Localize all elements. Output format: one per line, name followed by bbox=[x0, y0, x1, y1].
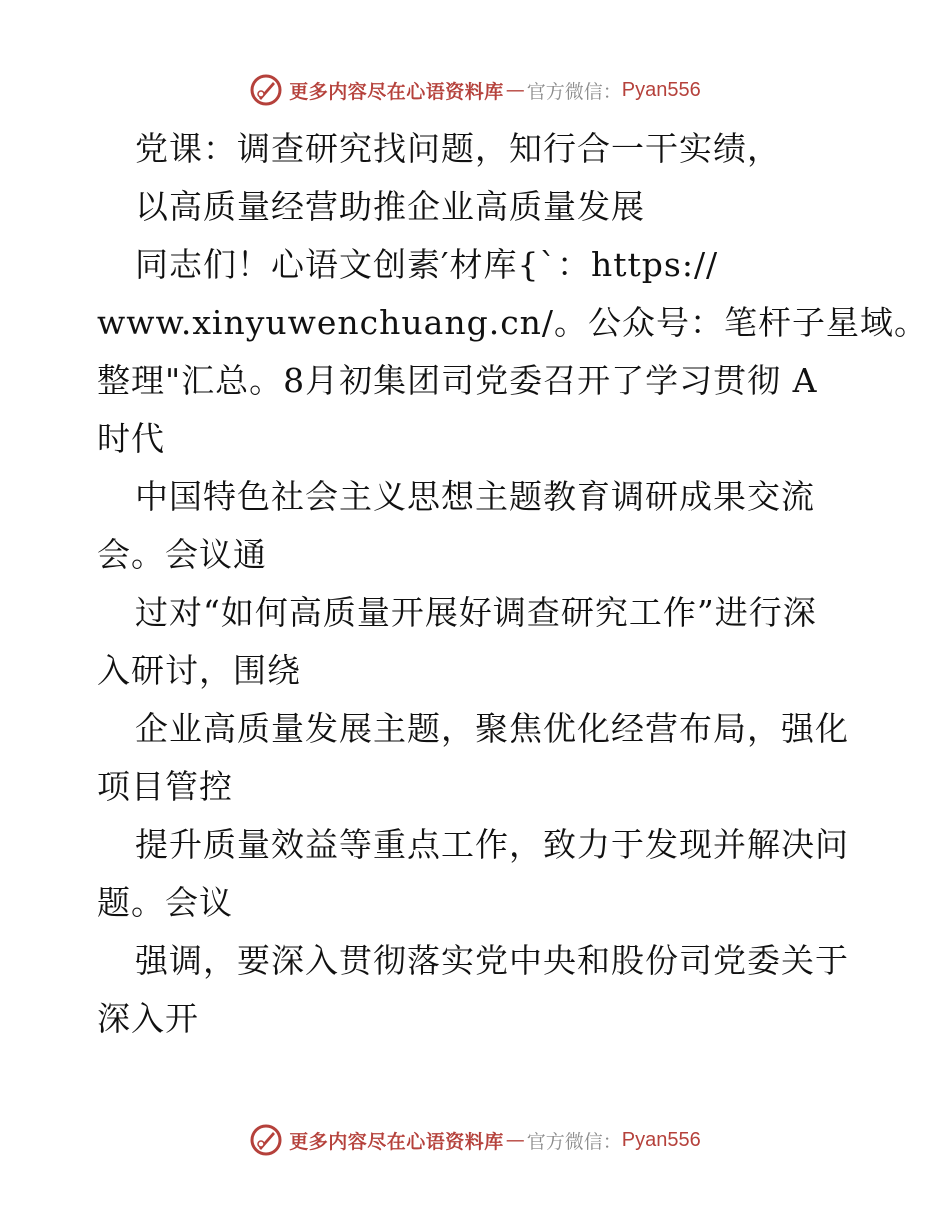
text-line: 会。会议通 bbox=[97, 535, 267, 574]
text-line: 中国特色社会主义思想主题教育调研成果交流 bbox=[135, 477, 815, 516]
text-line: 同志们！心语文创素′材库{`：https:// bbox=[135, 245, 719, 284]
title-line-2: 以高质量经营助推企业高质量发展 bbox=[135, 187, 645, 226]
quill-seal-icon bbox=[249, 1123, 283, 1157]
text-line: 深入开 bbox=[97, 999, 199, 1038]
document-body bbox=[97, 120, 929, 1048]
text-line: 过对“如何高质量开展好调查研究工作”进行深 bbox=[135, 593, 817, 632]
header-watermark bbox=[0, 70, 950, 110]
quill-seal-icon bbox=[249, 73, 283, 107]
text-line: 整理"汇总。8月初集团司党委召开了学习贯彻 A bbox=[97, 361, 818, 400]
header-wechat-label: 官方微信： bbox=[526, 80, 622, 103]
text-line: 企业高质量发展主题，聚焦优化经营布局，强化 bbox=[135, 709, 849, 748]
footer-brand: 更多内容尽在心语资料库 bbox=[289, 1130, 504, 1153]
text-line: 时代 bbox=[97, 419, 165, 458]
text-line: 强调，要深入贯彻落实党中央和股份司党委关于 bbox=[135, 941, 849, 980]
text-line: www.xinyuwenchuang.cn/。公众号：笔杆子星域。 bbox=[97, 303, 929, 342]
footer-dash: — bbox=[505, 1129, 525, 1151]
header-brand: 更多内容尽在心语资料库 bbox=[289, 80, 504, 103]
footer-wechat-id: Pyan556 bbox=[621, 1128, 701, 1151]
header-wechat-id: Pyan556 bbox=[621, 78, 701, 101]
footer-watermark bbox=[0, 1120, 950, 1160]
text-line: 项目管控 bbox=[97, 767, 233, 806]
text-line: 提升质量效益等重点工作，致力于发现并解决问 bbox=[135, 825, 849, 864]
title-line-1: 党课：调查研究找问题，知行合一干实绩， bbox=[135, 129, 781, 168]
text-line: 题。会议 bbox=[97, 883, 233, 922]
footer-wechat-label: 官方微信： bbox=[526, 1130, 622, 1153]
header-dash: — bbox=[505, 79, 525, 101]
text-line: 入研讨，围绕 bbox=[97, 651, 301, 690]
